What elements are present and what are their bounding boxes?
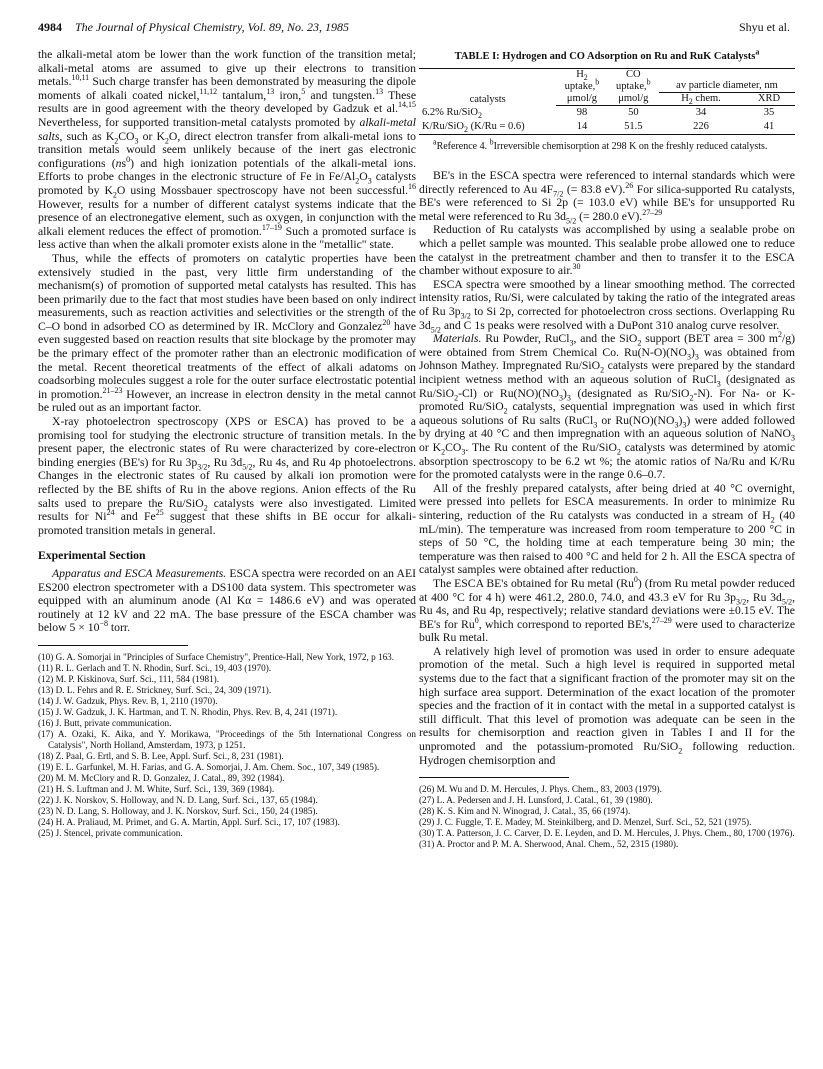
right-paragraph-4: Materials. Ru Powder, RuCl$_3$, and the SiO$_2$ support (BET area = 300 $m^2/g$) were obtained from Strem Chemical Co. $Ru(N-O)(NO_3)_3$ was obtained from Johnson Mathey. Impregnated Ru/SiO$_2$ catalysts were prepared by the standard incipient wetness method with an aqueous solution of RuCl$_3$ (designated as Ru/SiO$_2$-Cl) or $Ru(NO)(NO_3)_3$ (designated as Ru/SiO$_2$-N). For Na- or K-promoted Ru/SiO$_2$ catalysts, sequential impregnation was used in which first aqueous solutions of Ru salts (RuCl$_3$ or $Ru(NO)(NO_3)_3$) were added followed by drying at 40 °C and then impregnation with an aqueous solution of NaNO$_3$ or $K_2CO_3$. The Ru content of the Ru/SiO$_2$ catalysts was determined by atomic absorption spectroscopy to be 6.2 wt %; the atomic ratios of Na/Ru and K/Ru for the promoted catalysts were in the range 0.6–0.7. [419, 330, 796, 482]
reference: (31) A. Proctor and P. M. A. Sherwood, Anal. Chem., 52, 2315 (1980). [419, 839, 679, 850]
reference: (13) D. L. Fehrs and R. E. Strickney, Surf. Sci., 24, 309 (1971). [38, 684, 272, 695]
table-row [419, 120, 795, 135]
right-column [419, 48, 795, 850]
unit-h2: μmol/g [556, 93, 607, 106]
reference: (19) E. L. Garfunkel, M. H. Farias, and G. A. Somorjai, J. Am. Chem. Soc., 107, 349 (1985). [38, 761, 380, 772]
footnote-rule [38, 645, 188, 646]
cell-h2: 98 [576, 107, 588, 119]
col-catalysts: catalysts [419, 68, 556, 106]
right-paragraph-5: All of the freshly prepared catalysts, after being dried at 40 °C overnight, were pressed into pellets for ESCA measurements. In order to minimize Ru sintering, reduction of the Ru catalysts was conducted in a stream of $H_2$ (40 mL/min). The temperature was increased from room temperature to 200 °C in steps of 50 °C, the holding time at each temperature being 30 min; the temperature was then raised to 400 °C and held for 2 h. All the ESCA spectra of catalyst samples were obtained after reduction. [419, 481, 795, 577]
reference: (10) G. A. Somorjai in "Principles of Surface Chemistry", Prentice-Hall, New York, 1972, p 163. [38, 651, 395, 662]
left-paragraph-2: Thus, while the effects of promoters on catalytic properties have been extensively studied in the past, very little firm understanding of the mechanism(s) of promotion of supported metal catalysts has resulted. This has been primarily due to the fact that most studies have been based on only indirect measurements, such as reaction activities and selectivities or the strength of the C–O bond in adsorbed CO as determined by IR. McClory and Gonzalez$^{20}$ have even suggested based on reaction results that site blockage by the promoter may be the primary effect of the promoter rather than an electronic modification of the metal. Recent theoretical treatments of the effect of alkali adatoms on coadsorbing molecules suggest a role for the outer surface electrostatic potential in promotion.$^{21-23}$ However, an increase in electron density in the metal cannot be ruled out as an important factor. [38, 251, 417, 415]
col-co-uptake: CO uptake,$^b$ [608, 68, 659, 93]
reference: (25) J. Stencel, private communication. [38, 827, 183, 838]
running-authors: Shyu et al. [739, 20, 790, 34]
reference: (27) L. A. Pedersen and J. H. Lunsford, J. Catal., 61, 39 (1980). [419, 795, 653, 806]
left-paragraph-4: Apparatus and ESCA Measurements. ESCA spectra were recorded on an AEI ES200 electron spectrometer with a DS100 data system. This spectrometer was equipped with an aluminum anode (Al Kα = 1486.6 eV) and was operated routinely at 12 kV and 22 mA. The base pressure of the ESCA chamber was below $5 \times 10^{-8}$ torr. [38, 566, 417, 635]
reference: (30) T. A. Patterson, J. C. Carver, D. E. Leyden, and D. M. Hercules, J. Phys. Chem., 80, 1700 (1976). [419, 828, 795, 839]
col-h2-chem: $H_2$ chem. [659, 93, 743, 106]
cell-h2chem: 226 [659, 120, 743, 135]
table-caption: TABLE I: Hydrogen and CO Adsorption on Ru and RuK Catalysts$^a$ [454, 47, 760, 62]
section-heading: Experimental Section [38, 549, 146, 563]
left-references [38, 652, 416, 839]
right-paragraph-3: ESCA spectra were smoothed by a linear smoothing method. The corrected intensity ratios, Ru/Si, were calculated by taking the ratio of the integrated areas of Ru $3p_{3/2}$ to Si 2p, corrected for photoelectron cross sections. Overlapping Ru $3d_{5/2}$ and C 1s peaks were resolved with a DuPont 310 analog curve resolver. [419, 277, 795, 334]
table-footnote: $^a$Reference 4. $^b$Irreversible chemisorption at 298 K on the freshly reduced catalysts. [433, 137, 768, 153]
left-paragraph-3: X-ray photoelectron spectroscopy (XPS or ESCA) has proved to be a promising tool for studying the electronic structure of transition metals. In the present paper, the electronic states of Ru were characterized by core-electron binding energies (BE's) for Ru $3p_{3/2}$, Ru $3d_{5/2}$, Ru 4s, and Ru 4p photoelectrons. Changes in the electronic states of Ru caused by alkali ion promotion were reflected by the BE shifts of Ru in the above regions. Anion effects of the Ru salts used to prepare the Ru/SiO$_2$ catalysts were also investigated. Limited results for Ni$^{24}$ and Fe$^{25}$ suggest that these shifts in BE occur for alkali-promoted transition metals in general. [38, 415, 417, 537]
col-particle-diameter: av particle diameter, nm [659, 68, 795, 93]
reference: (21) H. S. Luftman and J. M. White, Surf. Sci., 139, 369 (1984). [38, 783, 275, 794]
page-header [38, 20, 790, 36]
journal-title: The Journal of Physical Chemistry, Vol. 89, No. 23, 1985 [75, 20, 349, 34]
reference: (17) A. Ozaki, K. Aika, and Y. Morikawa, "Proceedings of the 5th International Congress on Catalysis", North Holland, Amsterdam, 1973, p 1251. [38, 728, 416, 750]
reference: (28) K. S. Kim and N. Winograd, J. Catal., 35, 66 (1974). [419, 806, 631, 817]
cell-co: 51.5 [608, 120, 659, 135]
cell-h2: 14 [556, 120, 607, 135]
right-references [419, 784, 795, 850]
data-table [419, 68, 795, 136]
cell-h2chem: 34 [695, 107, 707, 119]
right-paragraph-1: BE's in the ESCA spectra were referenced to internal standards which were directly referenced to Au $4F_{7/2}$ (= 83.8 eV).$^{26}$ For silica-supported Ru catalysts, BE's were referenced to Si 2p (= 103.0 eV) while BE's for unsupported Ru metal were referenced to Ru $3d_{5/2}$ (= 280.0 eV).$^{27-29}$ [419, 169, 795, 226]
right-paragraph-6: The ESCA BE's obtained for Ru metal (Ru$^0$) (from Ru metal powder reduced at 400 °C for 4 h) were 461.2, 280.0, 74.0, and 43.3 eV for Ru $3p_{3/2}$, Ru $3d_{5/2}$, Ru 4s, and Ru 4p, respectively; relative standard deviations were ±0.15 eV. The BE's for Ru$^0$, which correspond to reported BE's,$^{27-29}$ were used to characterize bulk Ru metal. [419, 575, 796, 645]
reference: (22) J. K. Norskov, S. Holloway, and N. D. Lang, Surf. Sci., 137, 65 (1984). [38, 794, 318, 805]
unit-co: μmol/g [608, 93, 659, 106]
col-h2-uptake: $H_2$ uptake,$^b$ [556, 68, 607, 93]
cell-xrd: 41 [743, 120, 795, 135]
reference: (26) M. Wu and D. M. Hercules, J. Phys. Chem., 83, 2003 (1979). [419, 784, 662, 795]
right-paragraph-2: Reduction of Ru catalysts was accomplished by using a sealable probe on which a pellet sample was mounted. This sealable probe allowed one to reduce the catalyst in the pretreatment chamber and then to transfer it to the ESCA chamber without exposure to air.$^{30}$ [419, 223, 795, 278]
left-column [38, 48, 416, 839]
cell-co: 50 [628, 107, 639, 119]
reference: (24) H. A. Praliaud, M. Primet, and G. A. Martin, Appl. Surf. Sci., 17, 107 (1983). [38, 816, 340, 827]
footnote-rule [419, 777, 569, 778]
reference: (18) Z. Paal, G. Ertl, and S. B. Lee, Appl. Surf. Sci., 8, 231 (1981). [38, 750, 284, 761]
left-paragraph-1: the alkali-metal atom be lower than the work function of the transition metal; alkali-metal atoms are assumed to give up their electrons to transition metals.$^{10,11}$ Such charge transfer has been demonstrated by measuring the dipole moments of alkali coated nickel,$^{11,12}$ tantalum,$^{13}$ iron,$^5$ and tungsten.$^{13}$ These results are in good agreement with the theory developed by Gadzuk et al.$^{14,15}$ Nevertheless, for supported transition-metal catalysts promoted by alkali-metal salts, such as $K_2CO_3$ or $K_2O$, direct electron transfer from alkali-metal ions to transition metals would seem unlikely because of the inert gas electronic configurations $(ns^0)$ and high ionization potentials of the alkali-metal ions. Efforts to probe changes in the electronic structure of Fe in $Fe/Al_2O_3$ catalysts promoted by $K_2O$ using Mossbauer spectroscopy have not been successful.$^{16}$ However, results for a number of different catalyst systems indicate that the presence of an electronegative element, such as oxygen, in conjunction with the alkali element reduces the effect of promotion.$^{17-19}$ Such a promoted surface is less active than when the alkali promoter exists alone in the "metallic" state. [38, 48, 417, 252]
reference: (20) M. M. McClory and R. D. Gonzalez, J. Catal., 89, 392 (1984). [38, 772, 285, 783]
table-row [419, 106, 795, 121]
reference: (23) N. D. Lang, S. Holloway, and J. K. Norskov, Surf. Sci., 150, 24 (1985). [38, 805, 318, 816]
right-paragraph-7: A relatively high level of promotion was used in order to ensure adequate promotion of the metal. Such a high level is required in supported metal systems due to the fact that a significant fraction of the promoter may sit on the high surface area support. Determination of the exact location of the promoter species and the fraction of it in contact with the metal in a supported catalyst is still difficult. That this level of promotion was adequate can be seen in the results for chemisorption and reaction given in Tables I and II for the unpromoted and the potassium-promoted Ru/SiO$_2$ following reduction. Hydrogen chemisorption and [419, 644, 796, 767]
reference: (16) J. Butt, private communication. [38, 717, 172, 728]
reference: (15) J. W. Gadzuk, J. K. Hartman, and T. N. Rhodin, Phys. Rev. B, 4, 241 (1971). [38, 706, 338, 717]
cell-catalyst: 6.2% Ru/SiO$_2$ [422, 106, 483, 120]
page-number: 4984 [38, 20, 62, 34]
reference: (11) R. L. Gerlach and T. N. Rhodin, Surf. Sci., 19, 403 (1970). [38, 662, 272, 673]
cell-xrd: 35 [763, 107, 775, 119]
reference: (29) J. C. Fuggle, T. E. Madey, M. Steinkilberg, and D. Menzel, Surf. Sci., 52, 521 (1975). [419, 817, 752, 828]
cell-catalyst: K/Ru/SiO$_2$ (K/Ru = 0.6) [419, 120, 556, 135]
col-xrd: XRD [743, 93, 795, 106]
reference: (14) J. W. Gadzuk, Phys. Rev. B, 1, 2110 (1970). [38, 695, 218, 706]
reference: (12) M. P. Kiskinova, Surf. Sci., 111, 584 (1981). [38, 673, 220, 684]
